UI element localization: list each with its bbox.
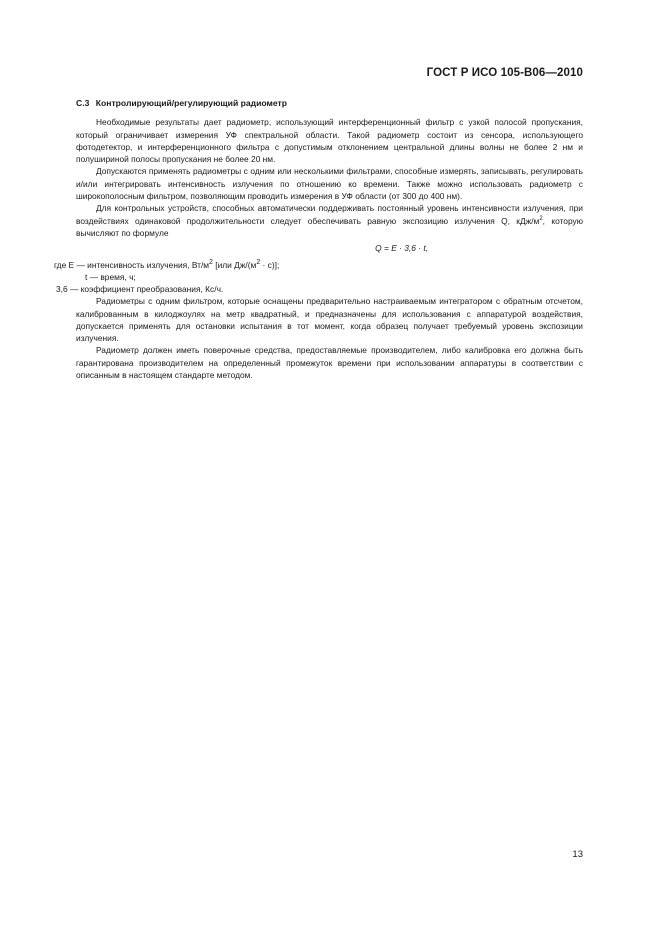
standard-header: ГОСТ Р ИСО 105-В06—2010 <box>426 67 583 79</box>
document-body <box>54 97 583 381</box>
where-t-line: t — время, ч; <box>85 271 136 282</box>
where-e-mid: [или Дж/(м <box>212 259 257 270</box>
where-e-line <box>54 257 583 271</box>
paragraph-4: Радиометры с одним фильтром, которые оснащены предварительно настраиваемым интегратором с обратным отсчетом, калиброванным в килоджоулях на метр квадратный, и предназначены для использования с аппаратурой воздействия, допускается применять для остановки испытания в тот момент, когда образец получает требуемый уровень экспозиции излучения. <box>76 296 583 344</box>
paragraph-1: Необходимые результаты дает радиометр, использующий интерференционный фильтр с узкой полосой пропускания, который ограничивает измерения УФ спектральной области. Такой радиометр состоит из сенсора, использующего фотодетектор, и интерференционного фильтра с допустимым отклонением центральной длины волны не более 2 нм и полушириной полосы пропускания не более 20 нм. <box>76 117 583 165</box>
formula: Q = E · 3,6 · t, <box>375 243 428 254</box>
where-e-sup2: 2 <box>256 258 261 266</box>
where-e-prefix: где E — интенсивность излучения, Вт/м <box>54 259 210 270</box>
where-e-suffix: · с)]; <box>260 259 280 270</box>
section-title: Контролирующий/регулирующий радиометр <box>95 98 288 108</box>
section-number: С.3 <box>76 98 90 108</box>
paragraph-3-sup: 2 <box>539 215 543 222</box>
section-heading <box>76 97 583 109</box>
where-e-sup: 2 <box>209 258 213 266</box>
paragraph-3-text: Для контрольных устройств, способных автоматически поддерживать постоянный уровень интенсивности излучения, при воздействиях одинаковой продолжительности следует обеспечивать равную экспозицию излучения Q, кДж/м <box>76 203 583 226</box>
paragraph-3-tail: , которую вычисляют по формуле <box>76 215 583 238</box>
paragraph-5: Радиометр должен иметь поверочные средства, предоставляемые производителем, либо калибровка его должна быть гарантирована производителем на определенный промежуток времени при использовании аппаратуры в соответствии с описанным в настоящем стандарте методом. <box>76 345 583 381</box>
page-number: 13 <box>572 849 583 860</box>
where-k-line: 3,6 — коэффициент преобразования, Кс/ч. <box>56 283 224 294</box>
paragraph-3 <box>76 202 583 239</box>
paragraph-2: Допускаются применять радиометры с одним или несколькими фильтрами, способные измерять, записывать, регулировать и/или интегрировать интенсивность излучения по отношению ко времени. Также можно использовать радиометр с широкополосным фильтром, позволяющим проводить измерения в УФ области (от 300 до 400 нм). <box>76 166 583 202</box>
